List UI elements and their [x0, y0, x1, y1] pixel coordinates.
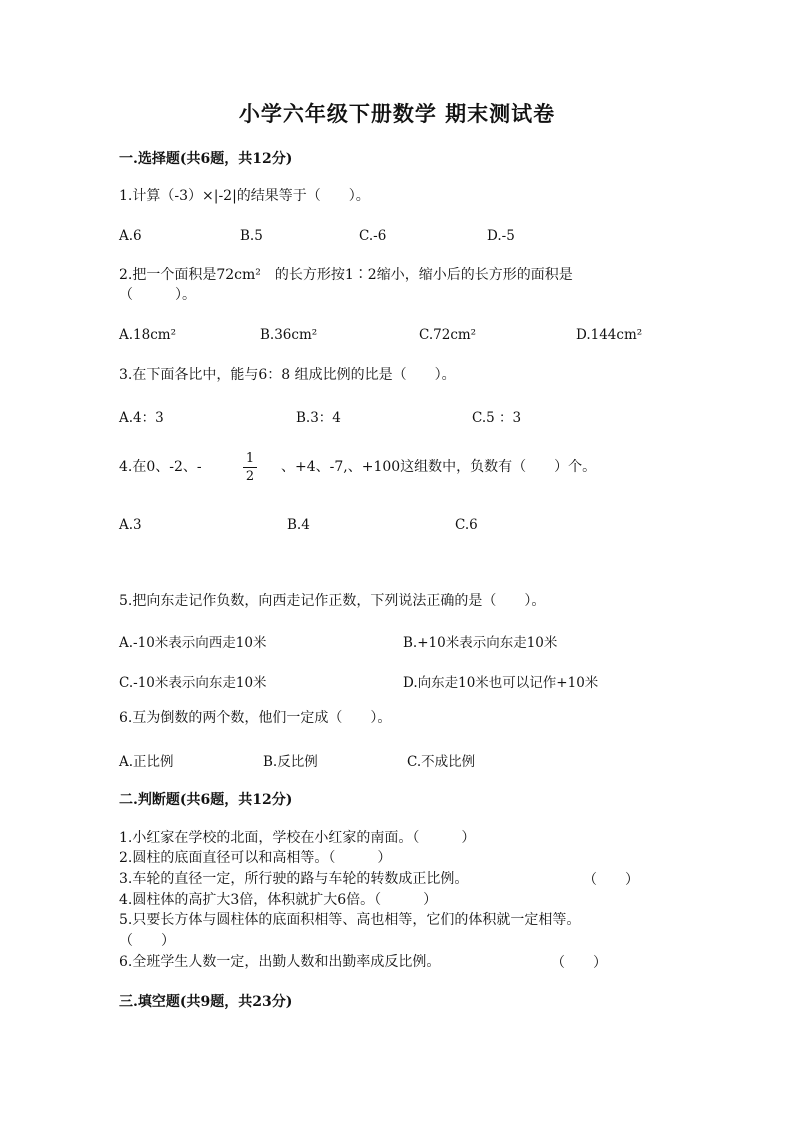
judgement-item-text: 2.圆柱的底面直径可以和高相等。 [119, 850, 329, 866]
q3-option-c: C.5 ：3 [472, 410, 522, 426]
judgement-item-5-paren: （ ） [119, 933, 175, 949]
judgement-item-3 [119, 869, 468, 889]
q1-option-c: C.-6 [359, 228, 387, 244]
q2-option-b: B.36cm² [260, 327, 318, 343]
q5-option-c: C.-10米表示向东走10米 [119, 675, 267, 691]
q5-option-d: D.向东走10米也可以记作+10米 [403, 675, 599, 691]
judgement-item-6-paren: （ ） [551, 955, 607, 971]
judgement-item-6 [119, 952, 440, 972]
q3-option-b: B.3：4 [296, 410, 341, 426]
section-heading-choice: 一.选择题(共6题，共12分) [119, 151, 293, 167]
fraction-denominator: 2 [245, 469, 255, 484]
judgement-item-2 [119, 848, 391, 868]
q2-option-a: A.18cm² [119, 327, 176, 343]
answer-paren: （ ） [374, 892, 438, 908]
q6-option-a: A.正比例 [119, 754, 174, 770]
q6-option-c: C.不成比例 [407, 754, 476, 770]
judgement-item-text: 1.小红家在学校的北面，学校在小红家的南面。 [119, 830, 413, 846]
q1-option-d: D.-5 [487, 228, 515, 244]
q2-option-d: D.144cm² [576, 327, 643, 343]
q1-option-a: A.6 [119, 228, 142, 244]
question-2: 2.把一个面积是72cm² 的长方形按1∶2缩小，缩小后的长方形的面积是 [119, 267, 573, 283]
judgement-item-text: 3.车轮的直径一定，所行驶的路与车轮的转数成正比例。 [119, 871, 469, 887]
judgement-item-3-paren: （ ） [583, 872, 639, 888]
q2-option-c: C.72cm² [419, 327, 477, 343]
q6-option-b: B.反比例 [263, 754, 318, 770]
page-title: 小学六年级下册数学 期末测试卷 [238, 101, 556, 126]
judgement-item-4 [119, 890, 437, 910]
fraction-bar [243, 467, 257, 468]
question-5: 5.把向东走记作负数，向西走记作正数，下列说法正确的是（ ）。 [119, 593, 546, 609]
q1-option-b: B.5 [240, 228, 263, 244]
q4-option-b: B.4 [287, 517, 310, 533]
judgement-item-text: 4.圆柱体的高扩大3倍，体积就扩大6倍。 [119, 892, 375, 908]
question-1: 1.计算（-3）×|-2|的结果等于（ ）。 [119, 188, 370, 204]
section-heading-judgement: 二.判断题(共6题，共12分) [119, 792, 293, 808]
q3-option-a: A.4：3 [119, 410, 164, 426]
judgement-item-1 [119, 828, 475, 848]
answer-paren: （ ） [412, 830, 476, 846]
q4-option-a: A.3 [119, 517, 142, 533]
question-6: 6.互为倒数的两个数，他们一定成（ ）。 [119, 710, 392, 726]
question-4-start: 4.在0、-2、- [119, 459, 202, 475]
question-2-line2: （ ）。 [119, 287, 196, 303]
q5-option-b: B.+10米表示向东走10米 [403, 635, 558, 651]
question-3: 3.在下面各比中，能与6：8 组成比例的比是（ ）。 [119, 367, 456, 383]
judgement-item-5: 5.只要长方体与圆柱体的底面积相等、高也相等，它们的体积就一定相等。 [119, 912, 581, 928]
question-4-end: 、+4、-7,、+100这组数中，负数有（ ）个。 [281, 459, 597, 475]
judgement-item-text: 6.全班学生人数一定，出勤人数和出勤率成反比例。 [119, 954, 441, 970]
q4-option-c: C.6 [455, 517, 478, 533]
section-heading-fill: 三.填空题(共9题，共23分) [119, 994, 293, 1010]
answer-paren: （ ） [328, 850, 392, 866]
q5-option-a: A.-10米表示向西走10米 [119, 635, 267, 651]
fraction-numerator: 1 [245, 451, 255, 466]
fraction-one-half [243, 451, 257, 484]
